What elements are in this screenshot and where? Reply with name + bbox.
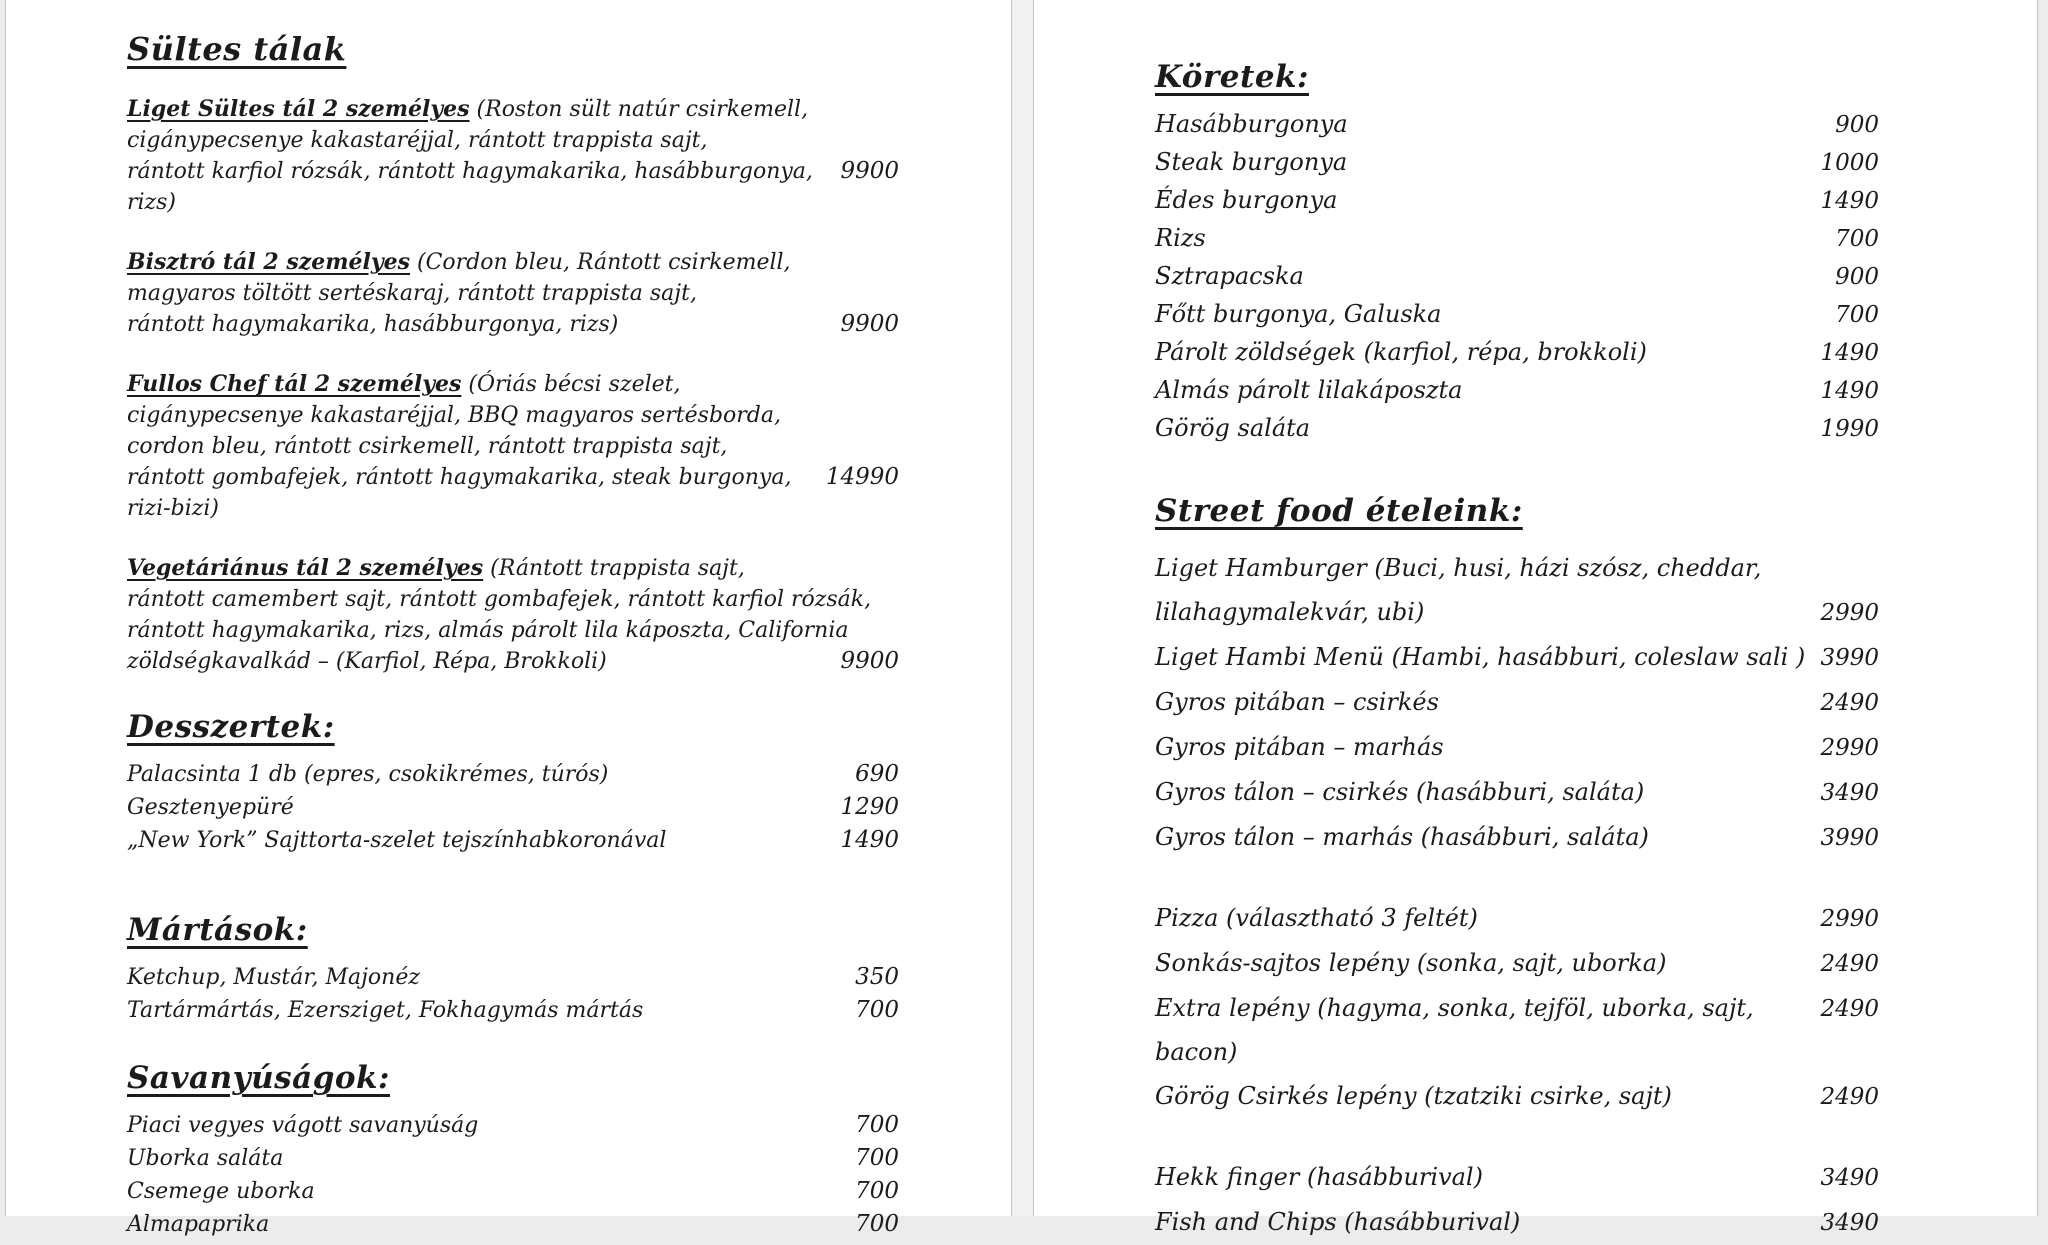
- page-gutter: [1013, 0, 1033, 1216]
- menu-row: [127, 1208, 899, 1241]
- section-heading-savanyusagok: Savanyúságok:: [127, 1060, 390, 1096]
- menu-row: [127, 994, 899, 1027]
- item-text: Tartármártás, Ezersziget, Fokhagymás mártás: [127, 998, 644, 1023]
- item-title: Vegetáriánus tál 2 személyes: [127, 555, 484, 581]
- item-text: Almás párolt lilakáposzta: [1155, 376, 1463, 404]
- item-price: 700: [855, 1112, 899, 1138]
- section-heading-martasok: Mártások:: [127, 912, 308, 948]
- item-text: Steak burgonya: [1155, 148, 1348, 176]
- item-text: [127, 369, 680, 400]
- item-text: Rizs: [1155, 224, 1206, 252]
- item-text: Palacsinta 1 db (epres, csokikrémes, túrós): [127, 762, 609, 787]
- menu-row: [1155, 296, 1879, 334]
- item-title: Liget Sültes tál 2 személyes: [127, 96, 470, 122]
- item-line: [127, 125, 899, 156]
- menu-row: [1155, 986, 1879, 1074]
- menu-row: [1155, 896, 1879, 941]
- item-price: 1490: [840, 827, 899, 853]
- menu-row: [1155, 182, 1879, 220]
- item-price: 700: [855, 1145, 899, 1171]
- item-line: [127, 309, 899, 340]
- menu-row: [1155, 410, 1879, 448]
- menu-row: [1155, 144, 1879, 182]
- item-text: Ketchup, Mustár, Majonéz: [127, 965, 420, 990]
- item-text: Almapaprika: [127, 1212, 270, 1237]
- item-line: [127, 584, 899, 615]
- item-desc: (Óriás bécsi szelet,: [461, 372, 681, 397]
- section-desszertek: [127, 758, 899, 857]
- item-line: [127, 431, 899, 462]
- item-text: Párolt zöldségek (karfiol, répa, brokkoli): [1155, 338, 1647, 366]
- item-line: [127, 646, 899, 677]
- menu-item-vegetarianus-tal: [127, 553, 899, 677]
- section-heading-desszertek: Desszertek:: [127, 709, 335, 745]
- item-text: Főtt burgonya, Galuska: [1155, 300, 1442, 328]
- item-line: [127, 94, 899, 125]
- item-text: Csemege uborka: [127, 1179, 315, 1204]
- item-text: Sonkás-sajtos lepény (sonka, sajt, uborka): [1155, 949, 1667, 977]
- item-text: Gyros pitában – csirkés: [1155, 688, 1439, 716]
- menu-row: [127, 824, 899, 857]
- item-text: Fish and Chips (hasábburival): [1155, 1208, 1521, 1236]
- item-price: 2990: [1820, 600, 1879, 626]
- item-price: 1990: [1820, 416, 1879, 442]
- item-price: 3990: [1820, 645, 1879, 671]
- item-desc: rántott camembert sajt, rántott gombafejek, rántott karfiol rózsák,: [127, 587, 872, 612]
- item-text: Liget Hamburger (Buci, husi, házi szósz, cheddar,: [1155, 554, 1762, 582]
- item-price: 1490: [1820, 340, 1879, 366]
- item-line: [127, 156, 899, 218]
- left-page-content: [6, 0, 1011, 1241]
- page-edge: [2039, 0, 2048, 1216]
- menu-row: [127, 791, 899, 824]
- item-price: 2490: [1820, 951, 1879, 977]
- section-street-food: [1155, 490, 1879, 1245]
- item-desc: rántott hagymakarika, rizs, almás párolt lila káposzta, California: [127, 618, 849, 643]
- item-text: „New York” Sajttorta-szelet tejszínhabkoronával: [127, 828, 667, 853]
- section-martasok: [127, 961, 899, 1027]
- menu-row: [1155, 815, 1879, 860]
- item-line: [127, 553, 899, 584]
- item-text: Görög Csirkés lepény (tzatziki csirke, sajt): [1155, 1082, 1672, 1110]
- item-title: Fullos Chef tál 2 személyes: [127, 371, 462, 397]
- item-price: 1490: [1820, 188, 1879, 214]
- menu-row: [127, 961, 899, 994]
- item-desc: cordon bleu, rántott csirkemell, rántott trappista sajt,: [127, 434, 728, 459]
- street-food-group-2: [1155, 896, 1879, 1119]
- item-desc: rántott karfiol rózsák, rántott hagymakarika, hasábburgonya, rizs): [127, 159, 813, 215]
- item-title: Bisztró tál 2 személyes: [127, 249, 410, 275]
- item-line: [127, 462, 899, 524]
- item-line: [127, 247, 899, 278]
- item-price: 2490: [1820, 1084, 1879, 1110]
- item-price: 9900: [840, 648, 899, 674]
- item-price: 9900: [840, 311, 899, 337]
- item-price: 2990: [1820, 906, 1879, 932]
- item-desc: zöldségkavalkád – (Karfiol, Répa, Brokkoli): [127, 649, 607, 674]
- item-price: 700: [855, 1211, 899, 1237]
- menu-row: [127, 758, 899, 791]
- item-desc: (Cordon bleu, Rántott csirkemell,: [410, 250, 791, 275]
- item-text: Sztrapacska: [1155, 262, 1304, 290]
- item-price: 700: [855, 1178, 899, 1204]
- section-savanyusagok: [127, 1109, 899, 1241]
- section-heading-sultes-talak: Sültes tálak: [127, 30, 347, 68]
- item-text: Hekk finger (hasábburival): [1155, 1163, 1483, 1191]
- item-desc: rántott gombafejek, rántott hagymakarika, steak burgonya, rizi-bizi): [127, 465, 792, 521]
- item-price: 2490: [1820, 996, 1879, 1022]
- menu-row: [1155, 1200, 1879, 1245]
- menu-page-right: [1033, 0, 2038, 1236]
- item-price: 700: [1835, 302, 1879, 328]
- item-price: 900: [1835, 112, 1879, 138]
- menu-row: [1155, 770, 1879, 815]
- section-koretek: [1155, 56, 1879, 448]
- item-text: lilahagymalekvár, ubi): [1155, 598, 1425, 626]
- item-text: Piaci vegyes vágott savanyúság: [127, 1113, 479, 1138]
- item-price: 1290: [840, 794, 899, 820]
- item-text: Gyros tálon – csirkés (hasábburi, saláta): [1155, 778, 1645, 806]
- menu-row: [1155, 725, 1879, 770]
- right-page-content: [1034, 0, 2037, 1245]
- item-line: [127, 615, 899, 646]
- menu-row: [1155, 1155, 1879, 1200]
- item-desc: rántott hagymakarika, hasábburgonya, rizs): [127, 312, 619, 337]
- section-heading-koretek: Köretek:: [1155, 59, 1309, 95]
- item-text: Gyros pitában – marhás: [1155, 733, 1444, 761]
- menu-row: [1155, 546, 1879, 590]
- menu-row: [1155, 590, 1879, 635]
- item-desc: (Rántott trappista sajt,: [483, 556, 745, 581]
- menu-row: [1155, 106, 1879, 144]
- menu-row: [127, 1142, 899, 1175]
- item-price: 3490: [1820, 1210, 1879, 1236]
- menu-row: [1155, 680, 1879, 725]
- menu-page-left: [5, 0, 1012, 1237]
- menu-row: [127, 1109, 899, 1142]
- item-price: 14990: [825, 464, 899, 490]
- menu-item-liget-sultes-tal: [127, 94, 899, 218]
- item-desc: magyaros töltött sertéskaraj, rántott trappista sajt,: [127, 281, 697, 306]
- item-line: [127, 278, 899, 309]
- item-price: 2990: [1820, 735, 1879, 761]
- item-price: 690: [855, 761, 899, 787]
- menu-row: [1155, 258, 1879, 296]
- section-heading-street-food: Street food ételeink:: [1155, 493, 1523, 529]
- street-food-group-1: [1155, 546, 1879, 860]
- menu-row: [127, 1175, 899, 1208]
- menu-item-fullos-chef-tal: [127, 369, 899, 524]
- item-price: 3990: [1820, 825, 1879, 851]
- item-text: [127, 247, 791, 278]
- item-desc: (Roston sült natúr csirkemell,: [469, 97, 809, 122]
- item-line: [127, 369, 899, 400]
- item-text: Hasábburgonya: [1155, 110, 1348, 138]
- menu-item-bisztro-tal: [127, 247, 899, 340]
- item-price: 700: [1835, 226, 1879, 252]
- item-price: 1490: [1820, 378, 1879, 404]
- menu-row: [1155, 635, 1879, 680]
- menu-row: [1155, 334, 1879, 372]
- item-price: 3490: [1820, 780, 1879, 806]
- item-text: Gesztenyepüré: [127, 795, 294, 820]
- item-price: 9900: [840, 158, 899, 184]
- item-text: Gyros tálon – marhás (hasábburi, saláta): [1155, 823, 1649, 851]
- item-price: 3490: [1820, 1165, 1879, 1191]
- item-text: Extra lepény (hagyma, sonka, tejföl, uborka, sajt, bacon): [1155, 994, 1754, 1066]
- menu-row: [1155, 941, 1879, 986]
- item-price: 2490: [1820, 690, 1879, 716]
- item-text: Édes burgonya: [1155, 186, 1338, 214]
- item-text: Görög saláta: [1155, 414, 1311, 442]
- street-food-group-3: [1155, 1155, 1879, 1245]
- item-price: 350: [855, 964, 899, 990]
- item-line: [127, 400, 899, 431]
- item-text: [127, 553, 745, 584]
- item-desc: cigánypecsenye kakastaréjjal, BBQ magyaros sertésborda,: [127, 403, 781, 428]
- item-price: 1000: [1820, 150, 1879, 176]
- item-desc: cigánypecsenye kakastaréjjal, rántott trappista sajt,: [127, 128, 708, 153]
- menu-row: [1155, 372, 1879, 410]
- item-price: 900: [1835, 264, 1879, 290]
- item-text: Pizza (választható 3 feltét): [1155, 904, 1478, 932]
- menu-row: [1155, 1074, 1879, 1119]
- item-text: [127, 94, 808, 125]
- item-price: 700: [855, 997, 899, 1023]
- menu-row: [1155, 220, 1879, 258]
- item-text: Liget Hambi Menü (Hambi, hasábburi, coleslaw sali ): [1155, 643, 1806, 671]
- item-text: Uborka saláta: [127, 1146, 284, 1171]
